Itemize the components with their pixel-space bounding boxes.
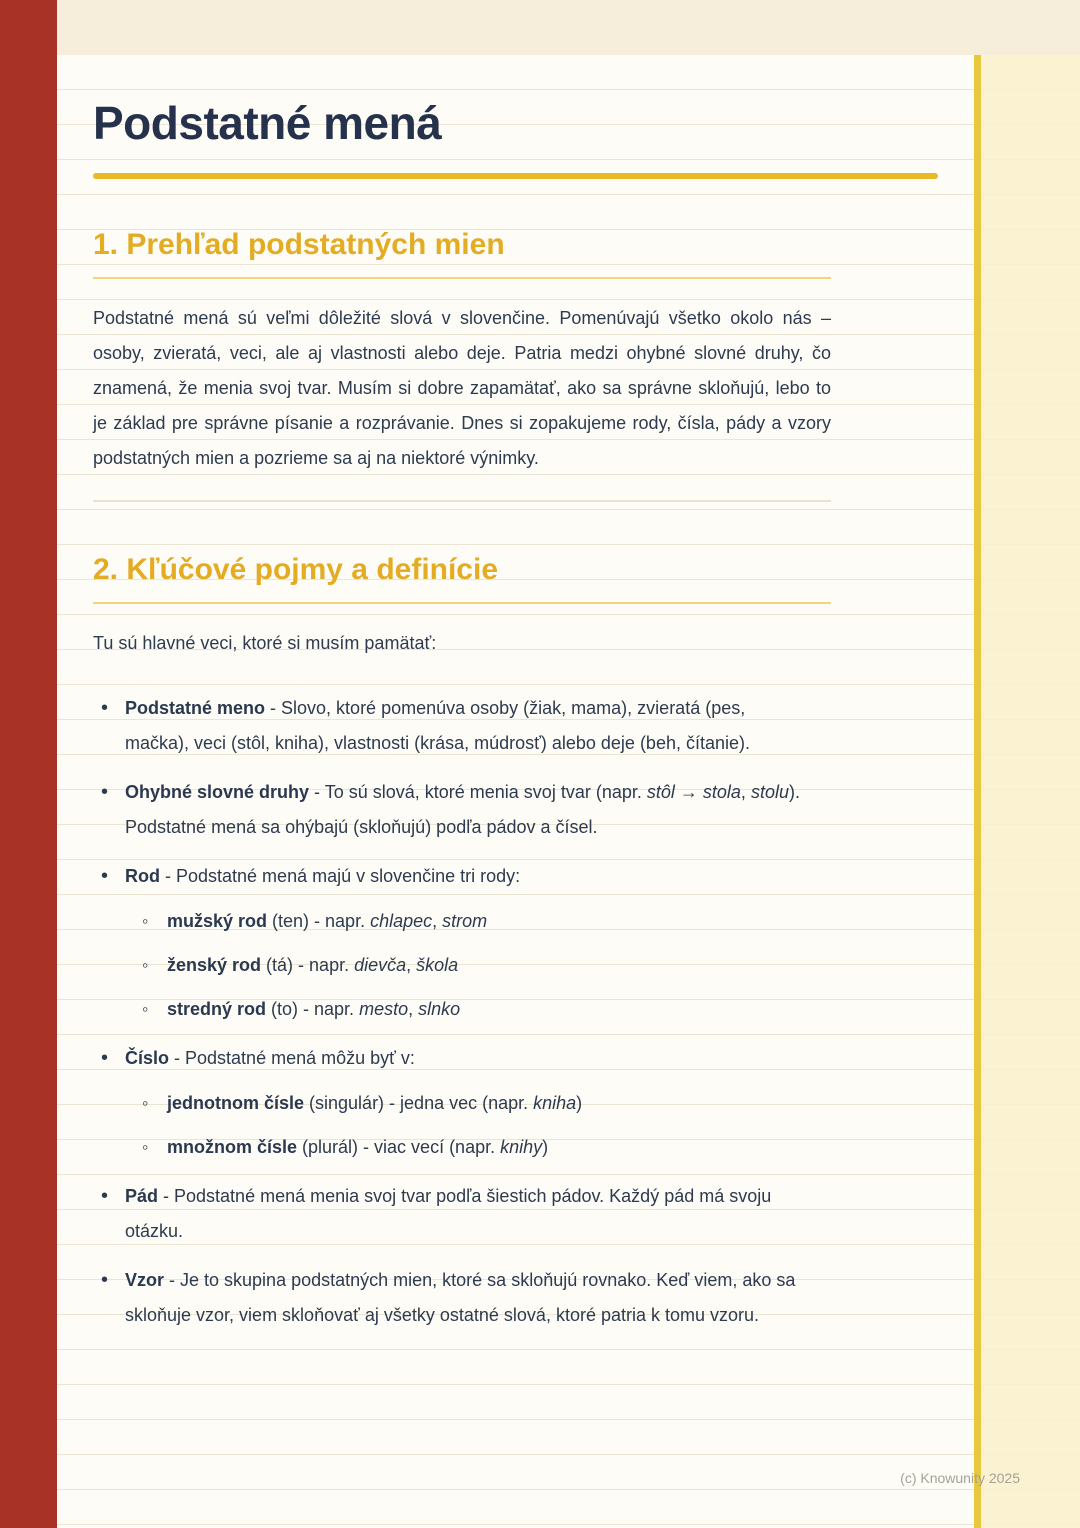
sublist-item-text: jednotnom čísle (singulár) - jedna vec (napr. kniha) — [167, 1093, 583, 1113]
list-item-text: Pád - Podstatné mená menia svoj tvar podľa šiestich pádov. Každý pád má svoju otázku. — [125, 1186, 772, 1241]
footer-credit: (c) Knowunity 2025 — [900, 1470, 1020, 1486]
list-item-cislo — [93, 1041, 813, 1165]
list-item-text: Číslo - Podstatné mená môžu byť v: — [125, 1048, 415, 1068]
sublist-item-muzsky-rod — [137, 904, 813, 939]
section-heading-overview: 1. Prehľad podstatných mien — [93, 228, 505, 261]
list-item-text: Podstatné meno - Slovo, ktoré pomenúva osoby (žiak, mama), zvieratá (pes, mačka), veci (stôl, kniha), vlastnosti (krása, múdrosť) alebo deje (beh, čítanie). — [125, 698, 750, 753]
sublist-item-zensky-rod — [137, 948, 813, 983]
concepts-list — [93, 691, 813, 1333]
sublist-item-text: mužský rod (ten) - napr. chlapec, strom — [167, 911, 488, 931]
overview-paragraph: Podstatné mená sú veľmi dôležité slová v slovenčine. Pomenúvajú všetko okolo nás – osoby, zvieratá, veci, ale aj vlastnosti alebo deje. Patria medzi ohybné slovné druhy, čo znamená, že menia svoj tvar. Musím si dobre zapamätať, ako sa správne skloňujú, lebo to je základ pre správne písanie a rozprávanie. Dnes si zopakujeme rody, čísla, pády a vzory podstatných mien a pozrieme sa aj na niektoré výnimky. — [93, 308, 831, 468]
list-item-text: Rod - Podstatné mená majú v slovenčine tri rody: — [125, 866, 521, 886]
section-concepts-underline — [93, 602, 831, 604]
notebook-sheet — [57, 55, 1080, 1528]
sublist-item-text: množnom čísle (plurál) - viac vecí (napr. knihy) — [167, 1137, 549, 1157]
cislo-sublist — [125, 1086, 813, 1165]
rod-sublist — [125, 904, 813, 1027]
list-item-text: Ohybné slovné druhy - To sú slová, ktoré menia svoj tvar (napr. stôl → stola, stolu). Podstatné mená sa ohýbajú (skloňujú) podľa pádov a čísel. — [125, 782, 800, 837]
section-overview — [93, 227, 938, 476]
sublist-item-mnozne-cislo — [137, 1130, 813, 1165]
section-concepts — [93, 552, 938, 1333]
sublist-item-text: stredný rod (to) - napr. mesto, slnko — [167, 999, 461, 1019]
title-underline — [93, 173, 938, 179]
sublist-item-jednotne-cislo — [137, 1086, 813, 1121]
vertical-margin-rule — [974, 55, 981, 1528]
section-overview-underline — [93, 277, 831, 279]
sublist-item-text: ženský rod (tá) - napr. dievča, škola — [167, 955, 459, 975]
sublist-item-stredny-rod — [137, 992, 813, 1027]
list-item-rod — [93, 859, 813, 1027]
content-area — [93, 97, 938, 1347]
section-divider — [93, 500, 831, 502]
list-item-pad — [93, 1179, 813, 1249]
list-item-vzor — [93, 1263, 813, 1333]
right-margin-band — [981, 55, 1080, 1528]
section-heading-concepts: 2. Kľúčové pojmy a definície — [93, 553, 499, 586]
list-item-podstatne-meno — [93, 691, 813, 761]
concepts-intro: Tu sú hlavné veci, ktoré si musím pamätať: — [93, 633, 437, 653]
list-item-text: Vzor - Je to skupina podstatných mien, ktoré sa skloňujú rovnako. Keď viem, ako sa skloňuje vzor, viem skloňovať aj všetky ostatné slová, ktoré patria k tomu vzoru. — [125, 1270, 796, 1325]
left-margin-strip — [0, 0, 57, 1528]
page-title: Podstatné mená — [93, 97, 442, 149]
list-item-ohybne-slovne-druhy — [93, 775, 813, 845]
